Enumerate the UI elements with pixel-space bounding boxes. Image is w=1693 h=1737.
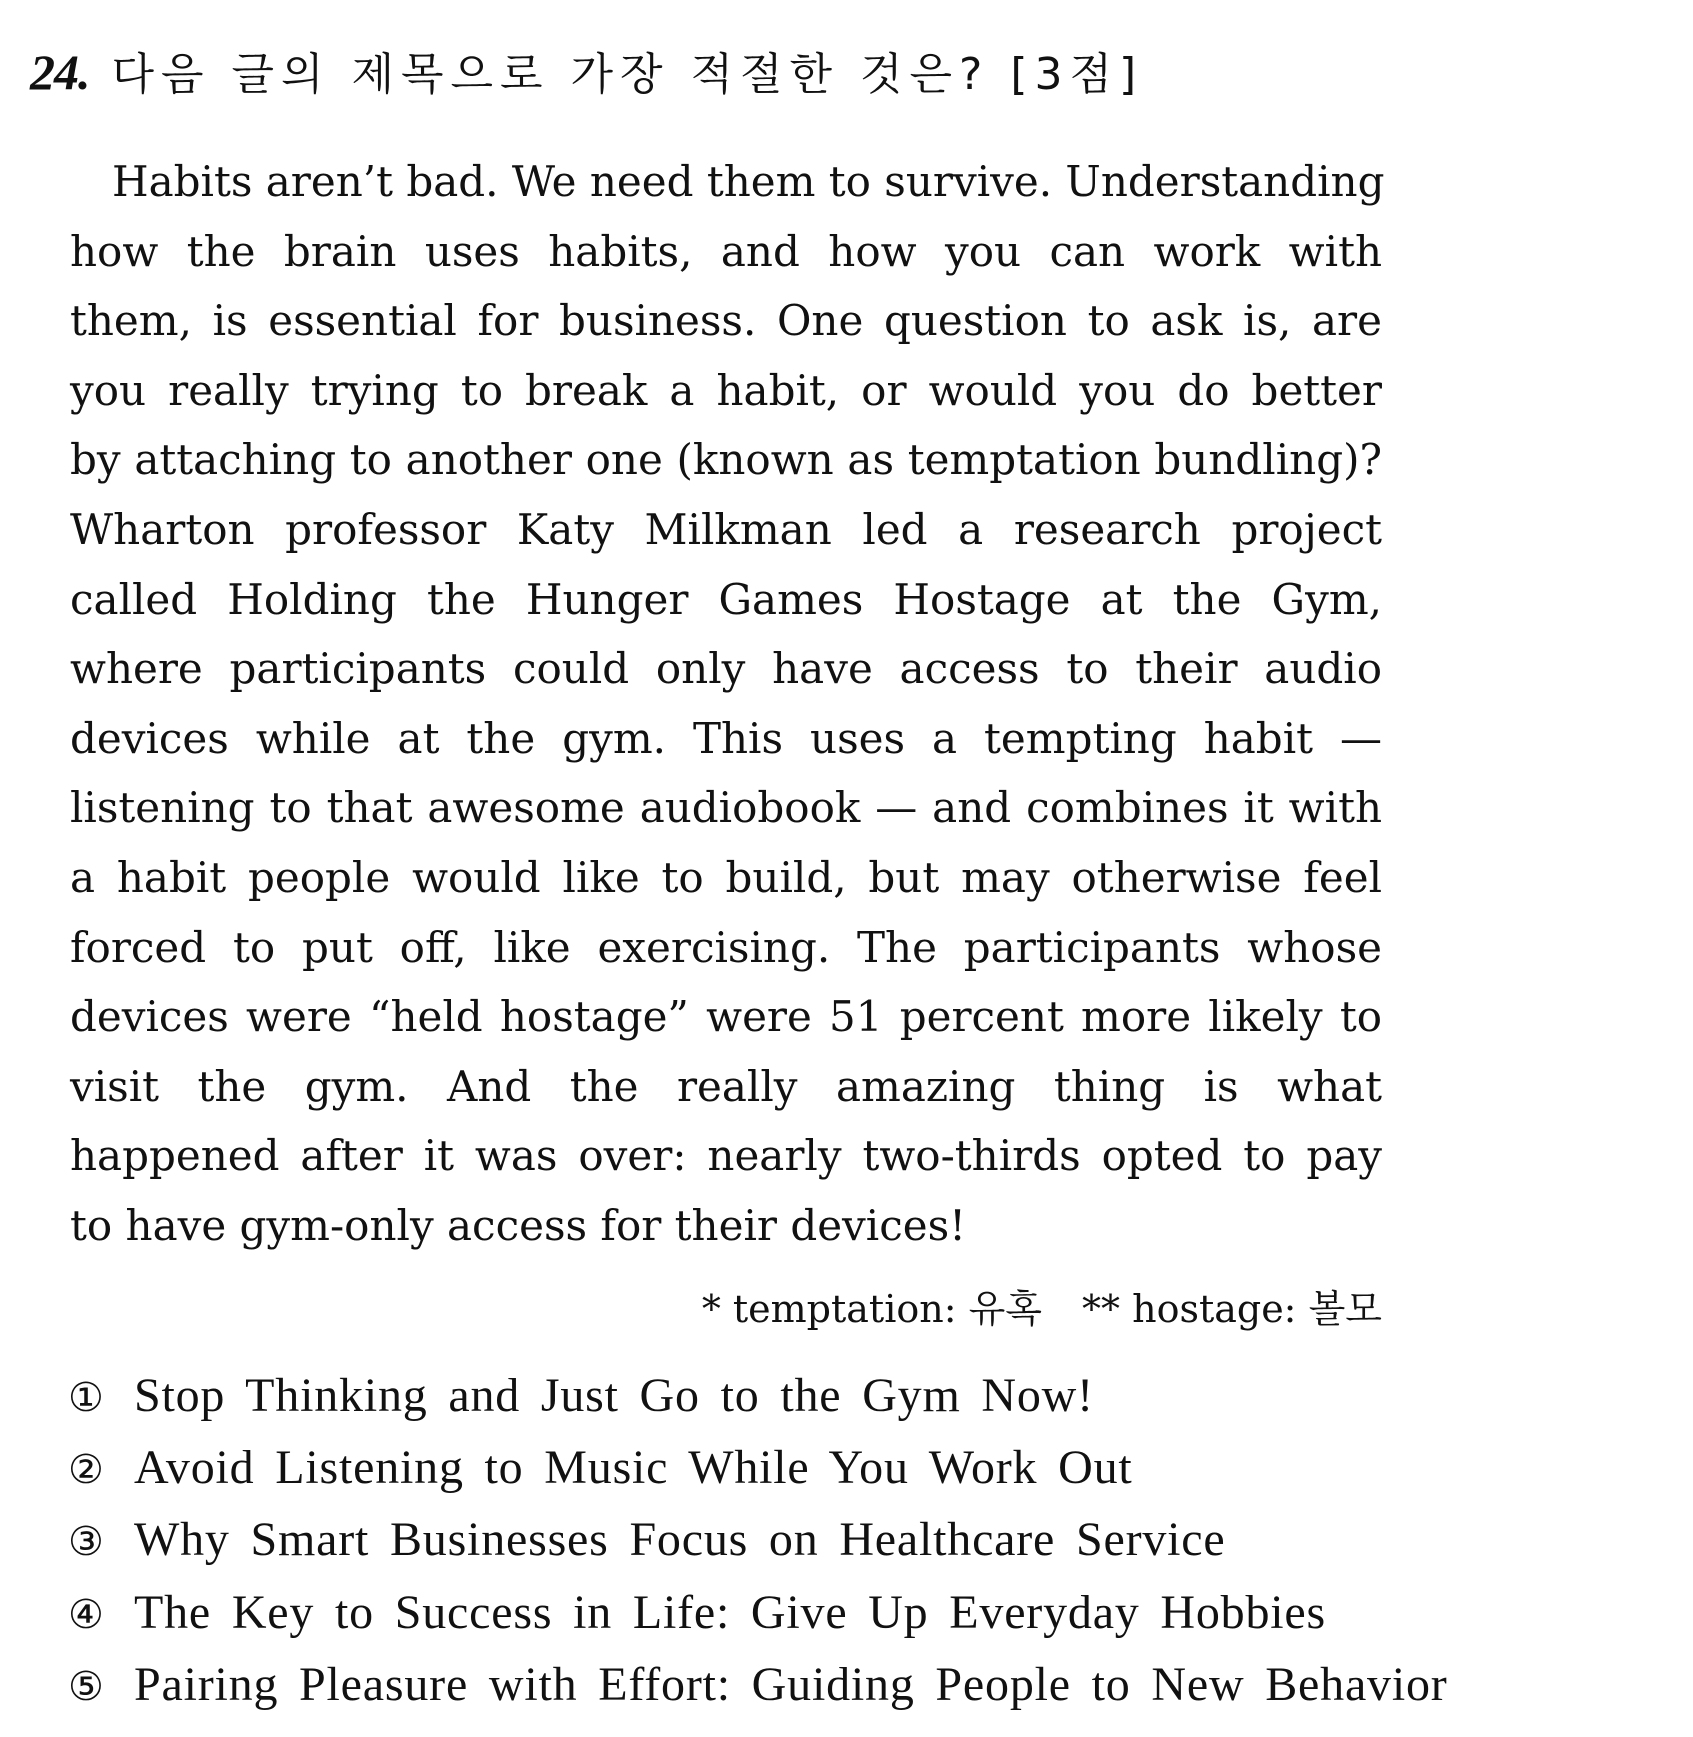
question-prompt: 다음 글의 제목으로 가장 적절한 것은? [3점] [111,49,1144,100]
passage-line: by attaching to another one (known as temptation bundling)? [70,435,1382,485]
passage-line: called Holding the Hunger Games Hostage at the Gym, [70,574,1382,624]
passage-line: to have gym-only access for their devices! [70,1200,967,1250]
passage-line: a habit people would like to build, but may otherwise feel [70,852,1382,902]
choice-number-marker: ③ [68,1519,104,1566]
answer-choices [68,1368,1568,1729]
passage-line: Wharton professor Katy Milkman led a research project [70,504,1382,554]
passage-line: you really trying to break a habit, or would you do better [70,365,1382,415]
choice-number-marker: ② [68,1447,104,1494]
passage-line: how the brain uses habits, and how you can work with [70,226,1382,276]
passage-line: happened after it was over: nearly two-thirds opted to pay [70,1131,1382,1181]
vocabulary-glossary [70,1283,1382,1335]
passage-line: visit the gym. And the really amazing thing is what [70,1061,1382,1111]
answer-choice-3[interactable] [68,1512,1568,1584]
choice-text: Pairing Pleasure with Effort: Guiding People to New Behavior [134,1657,1448,1711]
passage-line: devices while at the gym. This uses a tempting habit — [70,713,1382,763]
glossary-item-temptation: * temptation: 유혹 [701,1287,1043,1331]
choice-text: Why Smart Businesses Focus on Healthcare Service [134,1513,1226,1567]
choice-text: The Key to Success in Life: Give Up Everyday Hobbies [134,1585,1326,1639]
passage-line: Habits aren’t bad. We need them to survive. Understanding [112,157,1385,206]
choice-text: Stop Thinking and Just Go to the Gym Now! [134,1369,1094,1422]
passage-line: them, is essential for business. One question to ask is, are [70,296,1382,346]
answer-choice-2[interactable] [68,1440,1568,1512]
passage-line: devices were “held hostage” were 51 percent more likely to [70,992,1382,1042]
answer-choice-4[interactable] [68,1585,1568,1657]
question-header [30,38,1330,118]
answer-choice-5[interactable] [68,1657,1568,1729]
passage-line: forced to put off, like exercising. The participants whose [70,922,1382,972]
choice-text: Avoid Listening to Music While You Work Out [134,1441,1133,1495]
choice-number-marker: ⑤ [68,1663,104,1710]
passage-line: where participants could only have access to their audio [70,644,1382,694]
glossary-item-hostage: ** hostage: 볼모 [1082,1287,1382,1331]
reading-passage [70,147,1385,1261]
choice-number-marker: ④ [68,1591,104,1638]
passage-line: listening to that awesome audiobook — and combines it with [70,783,1382,833]
question-number: 24. [30,44,90,100]
choice-number-marker: ① [68,1375,104,1421]
answer-choice-1[interactable] [68,1368,1568,1440]
